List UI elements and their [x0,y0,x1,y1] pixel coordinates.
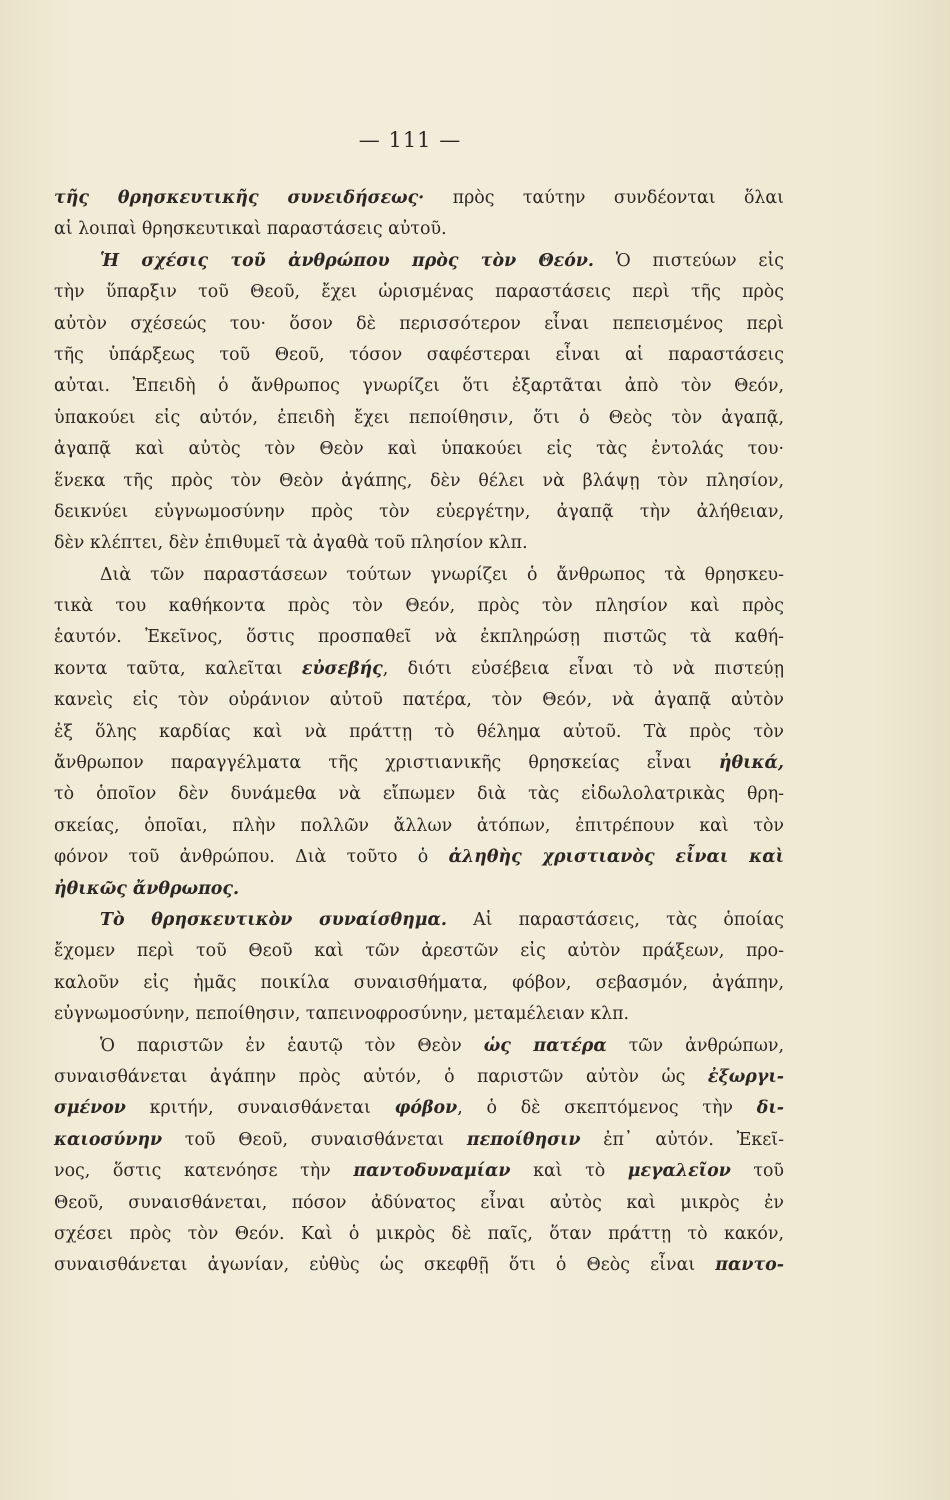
text-segment: φόνον τοῦ ἀνθρώπου. Διὰ τοῦτο ὁ [54,847,449,868]
emphasized-text: φόβον [394,1098,458,1119]
text-segment: δεικνύει εὐγνωμοσύνην πρὸς τὸν εὐεργέτην, ἀγαπᾷ τὴν ἀλήθειαν, [54,501,784,522]
text-line [54,340,784,371]
emphasized-text: ἠθικῶς ἄνθρωπος. [54,878,240,899]
text-segment: συναισθάνεται ἀγωνίαν, εὐθὺς ὡς σκεφθῇ ὅτι ὁ Θεὸς εἶναι [54,1255,716,1276]
text-segment: ἐξ ὅλης καρδίας καὶ νὰ πράττῃ τὸ θέλημα αὐτοῦ. Τὰ πρὸς τὸν [54,721,784,742]
text-segment: , ὁ δὲ σκεπτόμενος τὴν [457,1098,757,1119]
emphasized-text: εὐσεβής [301,658,383,679]
text-line [54,999,784,1030]
text-segment: ὑπακούει εἰς αὐτόν, ἐπειδὴ ἔχει πεποίθησιν, ὅτι ὁ Θεὸς τὸν ἀγαπᾷ, [54,407,784,428]
emphasized-text: ὡς πατέρα [483,1035,607,1056]
text-line [54,779,784,810]
text-line [54,560,784,591]
text-line [54,1188,784,1219]
text-segment: τοῦ Θεοῦ, συναισθάνεται [162,1129,467,1150]
text-segment: καὶ τὸ [510,1161,628,1182]
text-line [54,842,784,873]
text-line [54,277,784,308]
emphasized-text: ἠθικά, [718,753,784,774]
text-segment: Ὁ πιστεύων εἰς [593,250,784,271]
text-line [54,748,784,779]
text-segment: τῶν ἀνθρώπων, [606,1035,784,1056]
text-line [54,309,784,340]
text-line [54,622,784,653]
text-segment: νος, ὅστις κατενόησε τὴν [54,1161,354,1182]
text-segment: ἄνθρωπον παραγγέλματα τῆς χριστιανικῆς θρησκείας εἶναι [54,753,719,774]
text-line [54,1156,784,1187]
emphasized-text: δι- [756,1098,784,1119]
page-body-text [54,183,784,1282]
text-segment: τὴν ὕπαρξιν τοῦ Θεοῦ, ἔχει ὡρισμένας παραστάσεις περὶ τῆς πρὸς [54,282,784,303]
text-segment: ἀγαπᾷ καὶ αὐτὸς τὸν Θεὸν καὶ ὑπακούει εἰς τὰς ἐντολάς του· [54,439,784,460]
text-segment: Θεοῦ, συναισθάνεται, πόσον ἀδύνατος εἶναι αὐτὸς καὶ μικρὸς ἐν [54,1192,784,1213]
emphasized-text: Ἡ σχέσις τοῦ ἀνθρώπου πρὸς τὸν Θεόν. [100,250,594,271]
emphasized-text: μεγαλεῖον [627,1161,731,1182]
text-segment: ἕνεκα τῆς πρὸς τὸν Θεὸν ἀγάπης, δὲν θέλει νὰ βλάψῃ τὸν πλησίον, [54,470,784,491]
text-segment: τὸ ὁποῖον δὲν δυνάμεθα νὰ εἴπωμεν διὰ τὰς εἰδωλολατρικὰς θρη- [54,784,784,805]
emphasized-text: Τὸ θρησκευτικὸν συναίσθημα. [100,909,447,930]
text-segment: καλοῦν εἰς ἡμᾶς ποικίλα συναισθήματα, φόβον, σεβασμόν, ἀγάπην, [54,972,784,993]
text-line [54,591,784,622]
emphasized-text: παντοδυναμίαν [353,1161,511,1182]
text-line [54,371,784,402]
text-segment: Αἱ παραστάσεις, τὰς ὁποίας [446,909,784,930]
text-line [54,717,784,748]
text-segment: , διότι εὐσέβεια εἶναι τὸ νὰ πιστεύῃ [382,658,784,679]
section-heading-line [54,905,784,936]
text-segment: κανεὶς εἰς τὸν οὐράνιον αὐτοῦ πατέρα, τὸν Θεόν, νὰ ἀγαπᾷ αὐτὸν [54,690,784,711]
emphasized-text: πεποίθησιν [466,1129,581,1150]
text-line [54,183,784,214]
emphasized-text: ἐξωργι- [707,1066,784,1087]
text-line [54,654,784,685]
text-line [54,1031,784,1062]
text-segment: ἐπ᾽ αὐτόν. Ἐκεῖ- [580,1129,784,1150]
emphasized-text: σμένον [54,1098,126,1119]
text-segment: δὲν κλέπτει, δὲν ἐπιθυμεῖ τὰ ἀγαθὰ τοῦ πλησίον κλπ. [54,533,528,554]
text-segment: πρὸς ταύτην συνδέονται ὅλαι [424,188,784,208]
text-line [54,1093,784,1124]
text-line [54,466,784,497]
section-heading-line [54,246,784,277]
text-segment: κριτήν, συναισθάνεται [125,1098,395,1119]
text-line [54,528,784,559]
text-line [54,685,784,716]
text-segment: εὐγνωμοσύνην, πεποίθησιν, ταπεινοφροσύνην, μεταμέλειαν κλπ. [54,1004,630,1025]
text-line [54,874,784,905]
text-segment: αἱ λοιπαὶ θρησκευτικαὶ παραστάσεις αὐτοῦ. [54,219,447,240]
text-line [54,1062,784,1093]
emphasized-text: καιοσύνην [54,1129,163,1150]
text-line [54,1125,784,1156]
text-line [54,403,784,434]
text-line [54,811,784,842]
text-segment: τικὰ του καθήκοντα πρὸς τὸν Θεόν, πρὸς τὸν πλησίον καὶ πρὸς [54,596,784,617]
text-line [54,1219,784,1250]
text-segment: ἑαυτόν. Ἐκεῖνος, ὅστις προσπαθεῖ νὰ ἐκπληρώσῃ πιστῶς τὰ καθή- [54,627,784,648]
text-segment: ἔχομεν περὶ τοῦ Θεοῦ καὶ τῶν ἀρεστῶν εἰς αὐτὸν πράξεων, προ- [54,941,784,962]
text-segment: σκείας, ὁποῖαι, πλὴν πολλῶν ἄλλων ἀτόπων, ἐπιτρέπουν καὶ τὸν [54,815,784,836]
page-number: — 111 — [358,128,462,152]
text-segment: τοῦ [730,1161,784,1182]
text-line [54,434,784,465]
text-line [54,968,784,999]
text-segment: τῆς ὑπάρξεως τοῦ Θεοῦ, τόσον σαφέστεραι εἶναι αἱ παραστάσεις [54,344,784,365]
text-segment: Ὁ παριστῶν ἐν ἑαυτῷ τὸν Θεὸν [100,1035,484,1056]
emphasized-text: ἀληθὴς χριστιανὸς εἶναι καὶ [448,847,784,868]
emphasized-text: τῆς θρησκευτικῆς συνειδήσεως· [54,188,425,208]
text-segment: σχέσει πρὸς τὸν Θεόν. Καὶ ὁ μικρὸς δὲ παῖς, ὅταν πράττῃ τὸ κακόν, [54,1223,784,1244]
text-line [54,1250,784,1281]
text-segment: αὐτὸν σχέσεώς του· ὅσον δὲ περισσότερον εἶναι πεπεισμένος περὶ [54,313,784,334]
text-line [54,214,784,245]
emphasized-text: παντο- [715,1255,784,1276]
text-segment: αὐται. Ἐπειδὴ ὁ ἄνθρωπος γνωρίζει ὅτι ἐξαρτᾶται ἀπὸ τὸν Θεόν, [54,376,784,397]
text-segment: συναισθάνεται ἀγάπην πρὸς αὐτόν, ὁ παριστῶν αὐτὸν ὡς [54,1066,708,1087]
text-line [54,936,784,967]
text-segment: κοντα ταῦτα, καλεῖται [54,658,302,679]
text-segment: Διὰ τῶν παραστάσεων τούτων γνωρίζει ὁ ἄνθρωπος τὰ θρησκευ- [100,564,784,585]
text-line [54,497,784,528]
